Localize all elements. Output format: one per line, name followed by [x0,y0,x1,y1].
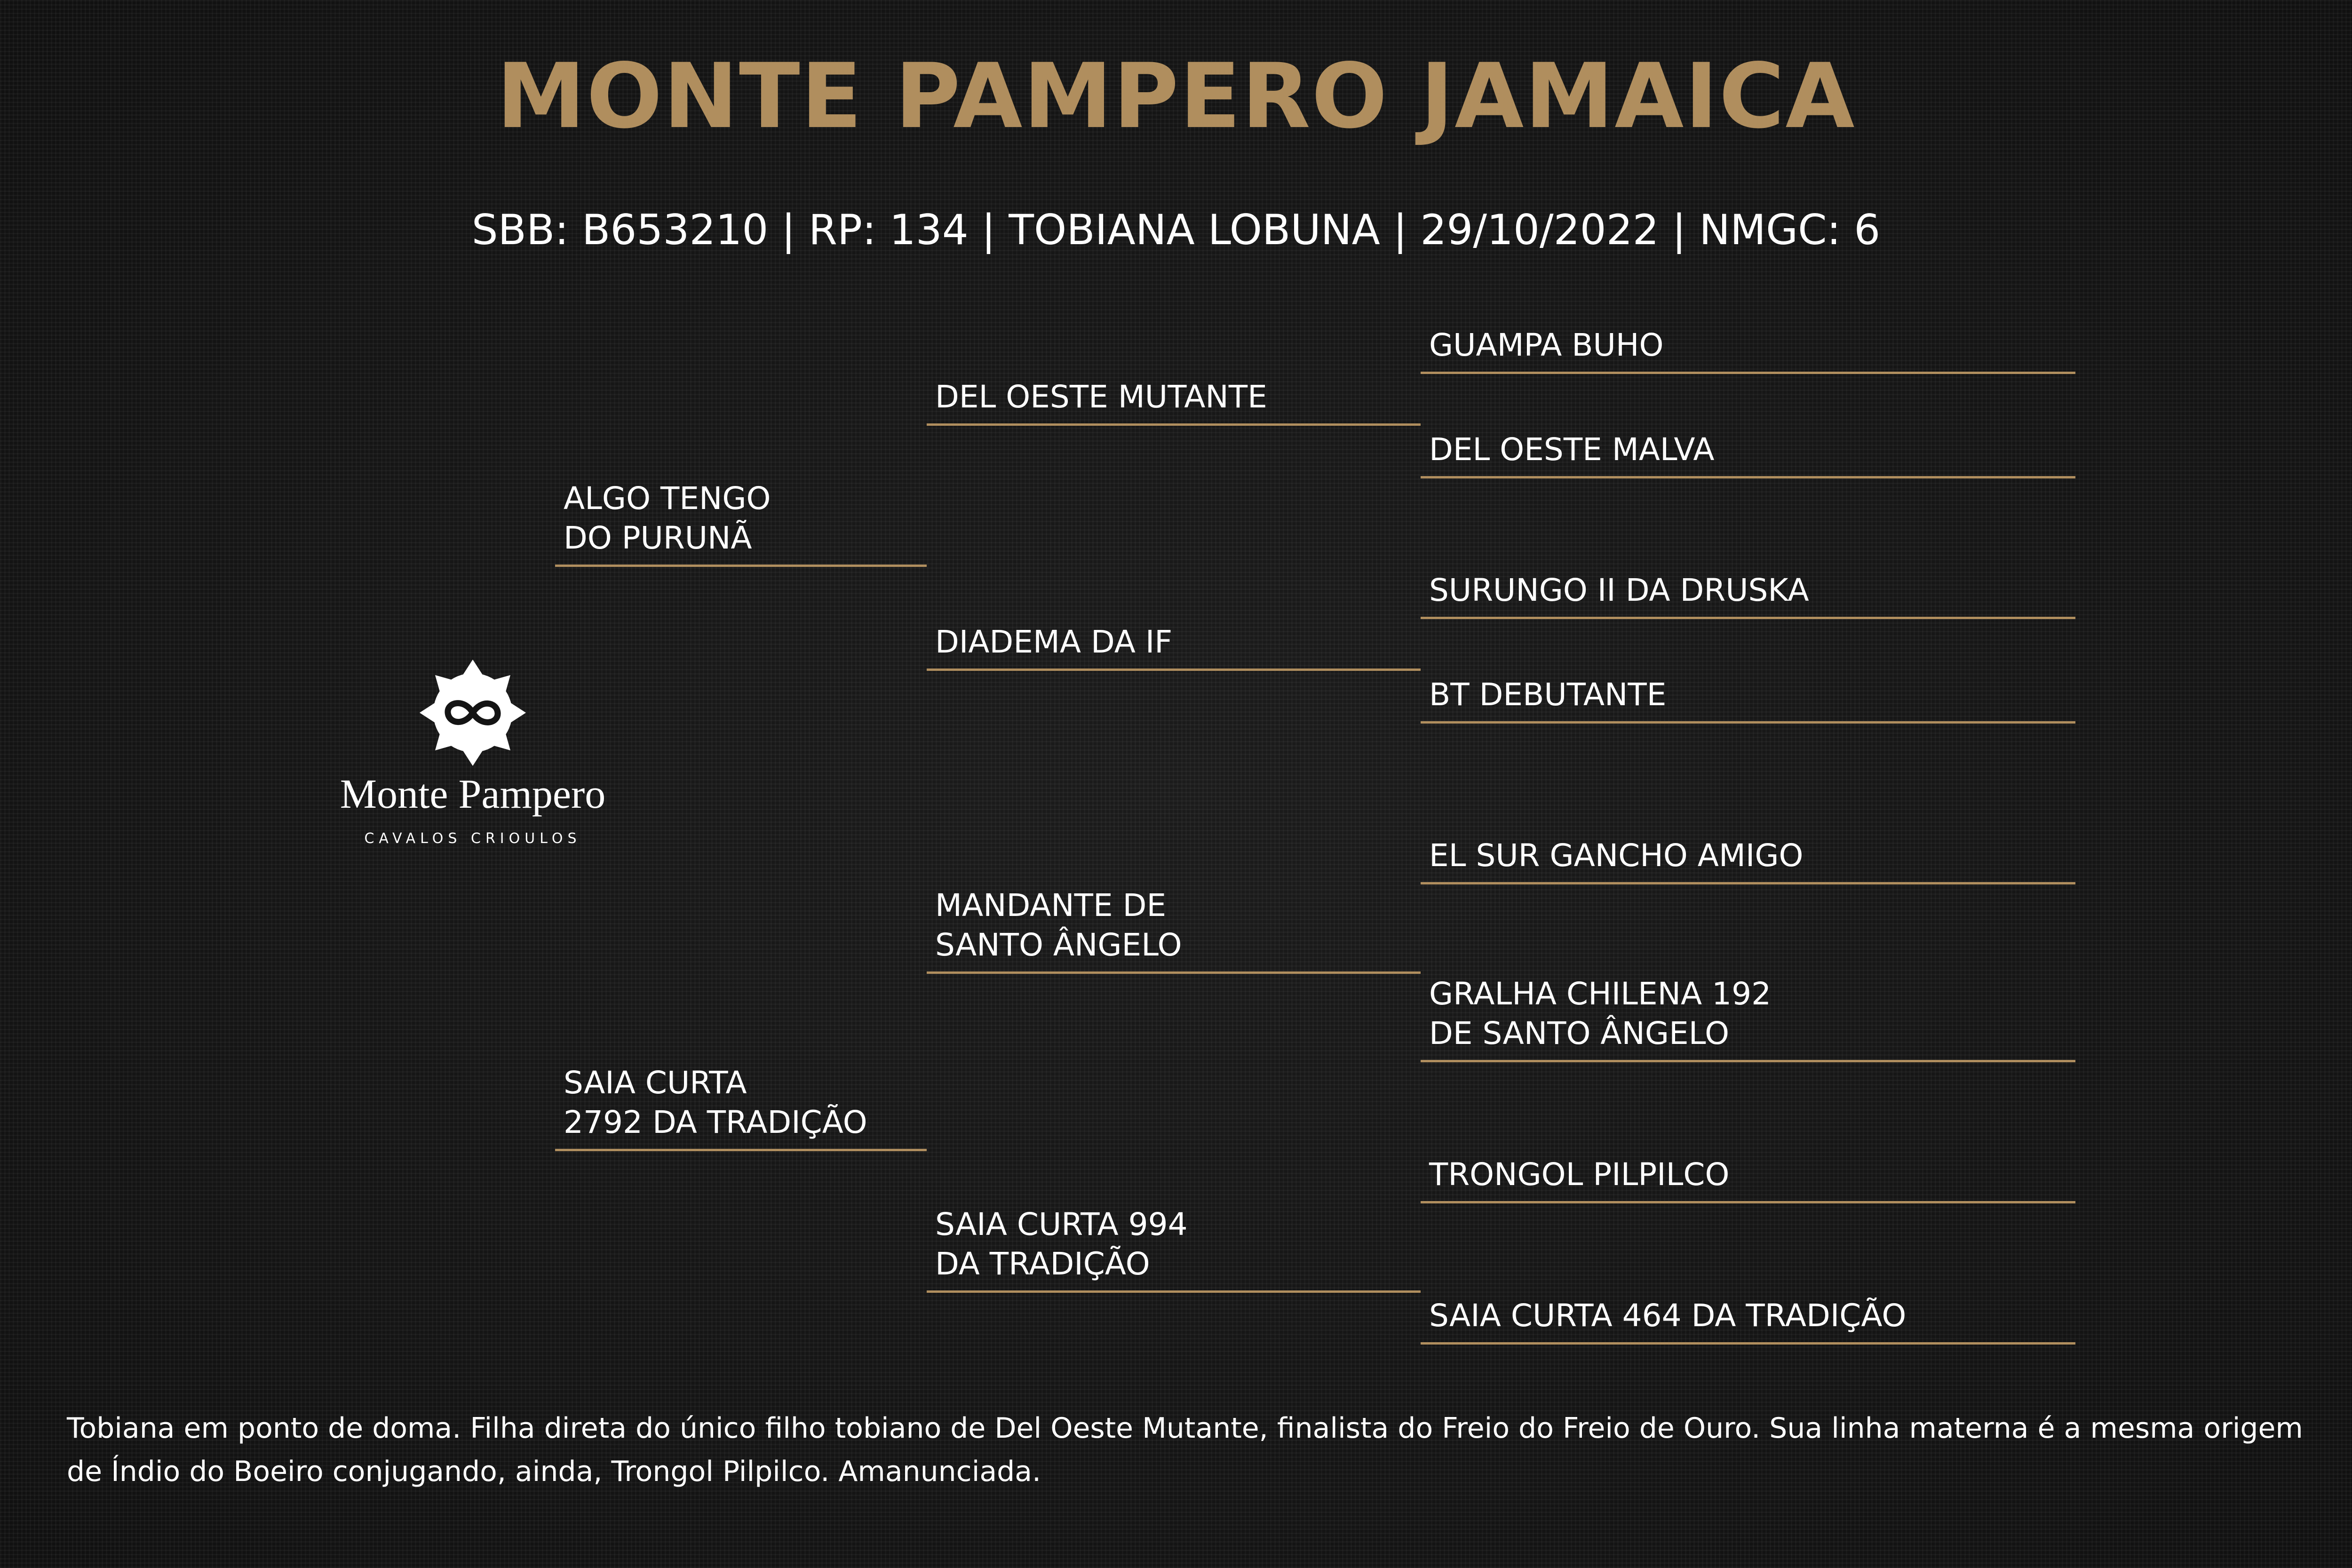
pedigree-dam [555,1065,927,1151]
pedigree-dam-sire [927,887,1421,974]
pedigree-dam-name-line-1: SAIA CURTA [564,1065,747,1101]
pedigree-ddd-name: SAIA CURTA 464 DA TRADIÇÃO [1429,1297,1907,1334]
pedigree-dam-dam [927,1206,1421,1293]
pedigree-ssd [1421,431,2075,478]
pedigree-sire-name-line-2: DO PURUNÃ [564,520,752,556]
infinity-emblem-icon [420,660,526,766]
pedigree-sdd [1421,677,2075,724]
pedigree-dsd-name-line-2: DE SANTO ÂNGELO [1429,1015,1730,1051]
pedigree-sire-dam-name: DIADEMA DA IF [935,624,1173,660]
horse-description: Tobiana em ponto de doma. Filha direta do único filho tobiano de Del Oeste Mutante, finalista do Freio do Freio de Ouro. Sua linha materna é a mesma origem de Índio do Boeiro conjugando, ainda, Trongol Pilpilco. Amanunciada. [67,1412,2303,1488]
pedigree-sire-name-line-1: ALGO TENGO [564,480,771,517]
pedigree-ddd [1421,1297,2075,1345]
brand-logo [306,654,640,861]
pedigree-dam-dam-name-line-1: SAIA CURTA 994 [935,1206,1188,1242]
pedigree-ssd-name: DEL OESTE MALVA [1429,431,1715,468]
pedigree-dsd [1421,976,2075,1062]
pedigree-sds-name: SURUNGO II DA DRUSKA [1429,572,1809,608]
pedigree-dss-name: EL SUR GANCHO AMIGO [1429,837,1804,874]
pedigree-sire-dam [927,624,1421,671]
pedigree-dds [1421,1156,2075,1203]
page-title: MONTE PAMPERO JAMAICA [496,44,1856,148]
pedigree-dam-dam-name-line-2: DA TRADIÇÃO [935,1246,1150,1282]
pedigree-dam-sire-name-line-1: MANDANTE DE [935,887,1167,923]
pedigree-sire-sire [927,379,1421,426]
brand-name: Monte Pampero [340,772,606,817]
pedigree-sdd-name: BT DEBUTANTE [1429,677,1667,713]
pedigree-dsd-name-line-1: GRALHA CHILENA 192 [1429,976,1772,1012]
pedigree-dam-sire-name-line-2: SANTO ÂNGELO [935,927,1182,963]
pedigree-dds-name: TRONGOL PILPILCO [1429,1156,1730,1193]
pedigree-dam-name-line-2: 2792 DA TRADIÇÃO [564,1104,867,1140]
brand-tagline: CAVALOS CRIOULOS [364,830,581,847]
pedigree-sss-name: GUAMPA BUHO [1429,327,1664,363]
pedigree-sss [1421,327,2075,374]
pedigree-sire [555,480,927,567]
pedigree-sds [1421,572,2075,619]
pedigree-sire-sire-name: DEL OESTE MUTANTE [935,379,1267,415]
horse-registry-info: SBB: B653210 | RP: 134 | TOBIANA LOBUNA | 29/10/2022 | NMGC: 6 [471,206,1881,254]
pedigree-dss [1421,837,2075,884]
